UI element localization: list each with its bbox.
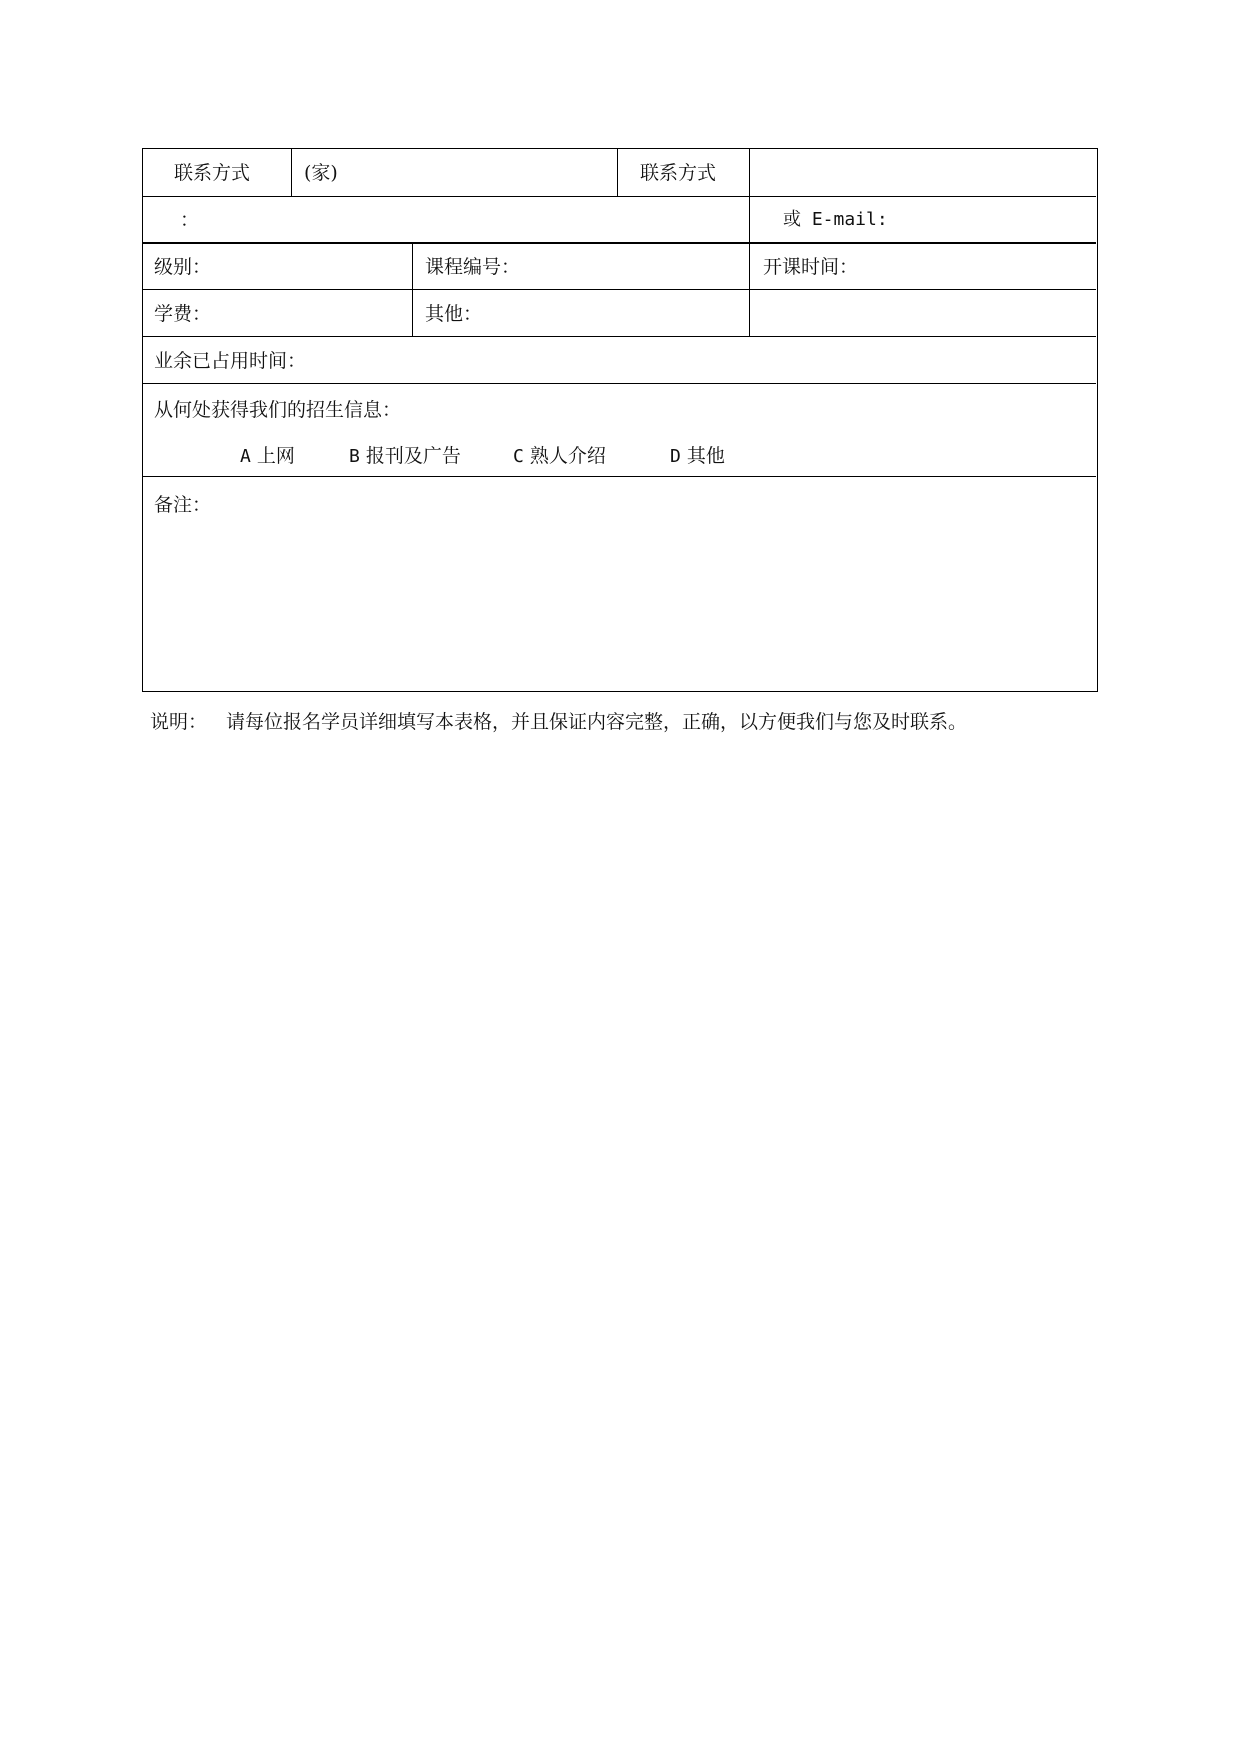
- note-label: 说明：: [150, 711, 208, 733]
- email-label: 或 E-mail:: [783, 209, 888, 230]
- option-text: 熟人介绍: [529, 445, 606, 467]
- row-divider: [143, 476, 1096, 477]
- option-letter: D: [670, 446, 681, 467]
- row-divider: [143, 289, 1096, 290]
- column-divider: [291, 149, 292, 196]
- source-question: 从何处获得我们的招生信息：: [154, 399, 402, 421]
- remarks-label: 备注：: [154, 494, 212, 516]
- option-d: [670, 445, 725, 468]
- column-divider: [749, 149, 750, 336]
- spare-time-label: 业余已占用时间：: [154, 350, 307, 372]
- option-text: 上网: [256, 445, 295, 467]
- option-text: 报刊及广告: [365, 445, 461, 467]
- tuition-label: 学费：: [154, 303, 212, 325]
- option-b: [349, 445, 461, 468]
- other-label: 其他：: [425, 303, 483, 325]
- course-code-label: 课程编号：: [425, 256, 521, 278]
- option-letter: B: [349, 446, 360, 467]
- start-time-label: 开课时间：: [763, 256, 859, 278]
- row-divider: [143, 336, 1096, 337]
- row-divider: [143, 242, 1096, 244]
- registration-form-table: [142, 148, 1098, 692]
- option-letter: A: [240, 446, 251, 467]
- column-divider: [617, 149, 618, 196]
- contact-method-label: 联系方式: [174, 162, 251, 184]
- row-divider: [143, 383, 1096, 384]
- level-label: 级别：: [154, 256, 212, 278]
- column-divider: [412, 242, 413, 336]
- colon-mark: ：: [180, 209, 200, 231]
- option-c: [513, 445, 606, 468]
- row-divider: [143, 196, 1096, 197]
- contact-method-label-2: 联系方式: [640, 162, 717, 184]
- home-phone-label: (家): [304, 162, 338, 184]
- option-text: 其他: [686, 445, 725, 467]
- option-a: [240, 445, 295, 468]
- note-text: 请每位报名学员详细填写本表格，并且保证内容完整，正确，以方便我们与您及时联系。: [226, 711, 968, 733]
- footer-note: [150, 710, 967, 734]
- option-letter: C: [513, 446, 524, 467]
